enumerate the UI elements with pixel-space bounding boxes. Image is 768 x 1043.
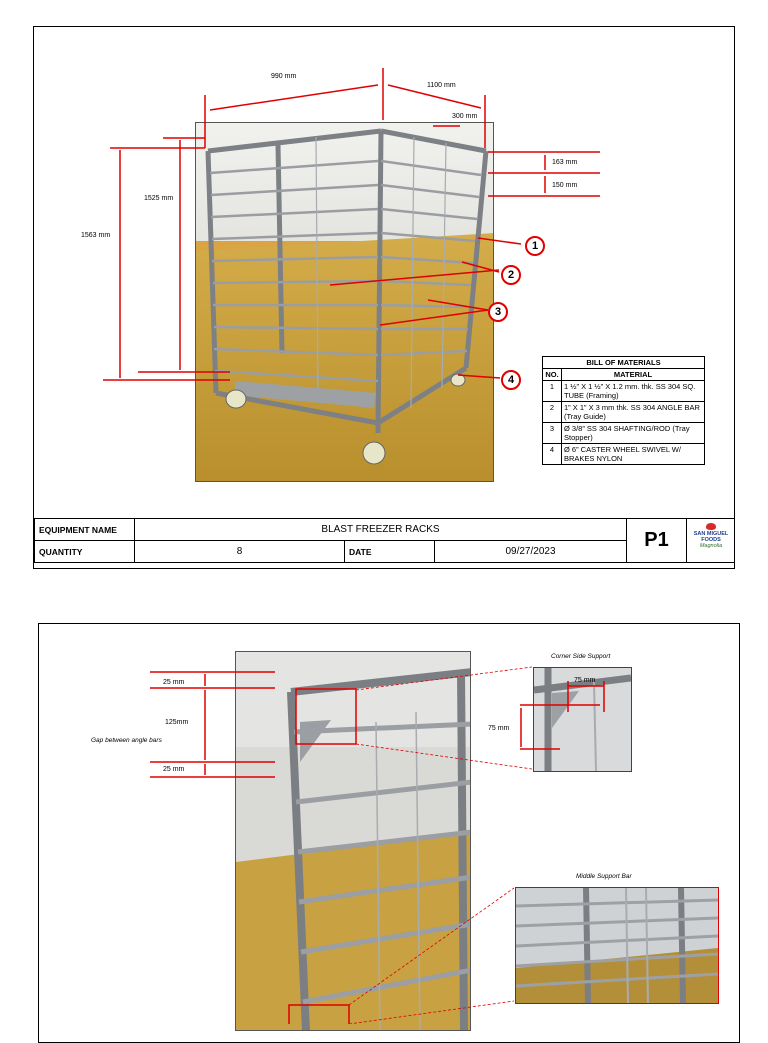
bom-row-material: Ø 6” CASTER WHEEL SWIVEL W/ BRAKES NYLON (562, 444, 705, 465)
bom-row-material: Ø 3/8” SS 304 SHAFTING/ROD (Tray Stopper) (562, 423, 705, 444)
dim-163: 163 mm (552, 159, 578, 166)
dim-25-bottom: 25 mm (163, 766, 185, 773)
bom-row-no: 3 (543, 423, 562, 444)
gap-label: Gap between angle bars (91, 737, 162, 744)
equipment-name-label: EQUIPMENT NAME (35, 519, 135, 541)
equipment-name-value: BLAST FREEZER RACKS (135, 519, 627, 541)
quantity-label: QUANTITY (35, 541, 135, 563)
dim-75-horizontal: 75 mm (574, 677, 596, 684)
dim-1525: 1525 mm (144, 195, 174, 202)
dim-300: 300 mm (452, 113, 478, 120)
callout-2: 2 (501, 265, 521, 285)
dim-25-top: 25 mm (163, 679, 185, 686)
callout-4: 4 (501, 370, 521, 390)
dim-1100: 1100 mm (427, 82, 456, 89)
quantity-value: 8 (135, 541, 345, 563)
bom-row-no: 4 (543, 444, 562, 465)
callout-3: 3 (488, 302, 508, 322)
bom-row-material: 1 ½” X 1 ½” X 1.2 mm. thk. SS 304 SQ. TUBE (Framing) (562, 381, 705, 402)
page-number: P1 (627, 519, 687, 563)
callout-1: 1 (525, 236, 545, 256)
middle-support-title: Middle Support Bar (576, 873, 632, 880)
bom-row-no: 1 (543, 381, 562, 402)
dim-150: 150 mm (552, 182, 578, 189)
dim-990: 990 mm (271, 73, 297, 80)
date-label: DATE (345, 541, 435, 563)
dim-75-vertical: 75 mm (488, 725, 510, 732)
bom-row-material: 1” X 1” X 3 mm thk. SS 304 ANGLE BAR (Tray Guide) (562, 402, 705, 423)
logo-text: SAN MIGUEL FOODS Magnolia (693, 530, 729, 549)
bom-title: BILL OF MATERIALS (543, 357, 705, 369)
bom-col-no: NO. (543, 369, 562, 381)
corner-support-title: Corner Side Support (551, 653, 611, 660)
bom-col-material: MATERIAL (562, 369, 705, 381)
dim-125: 125mm (165, 719, 189, 726)
dim-1563: 1563 mm (81, 232, 111, 239)
bom-row-no: 2 (543, 402, 562, 423)
date-value: 09/27/2023 (435, 541, 627, 563)
